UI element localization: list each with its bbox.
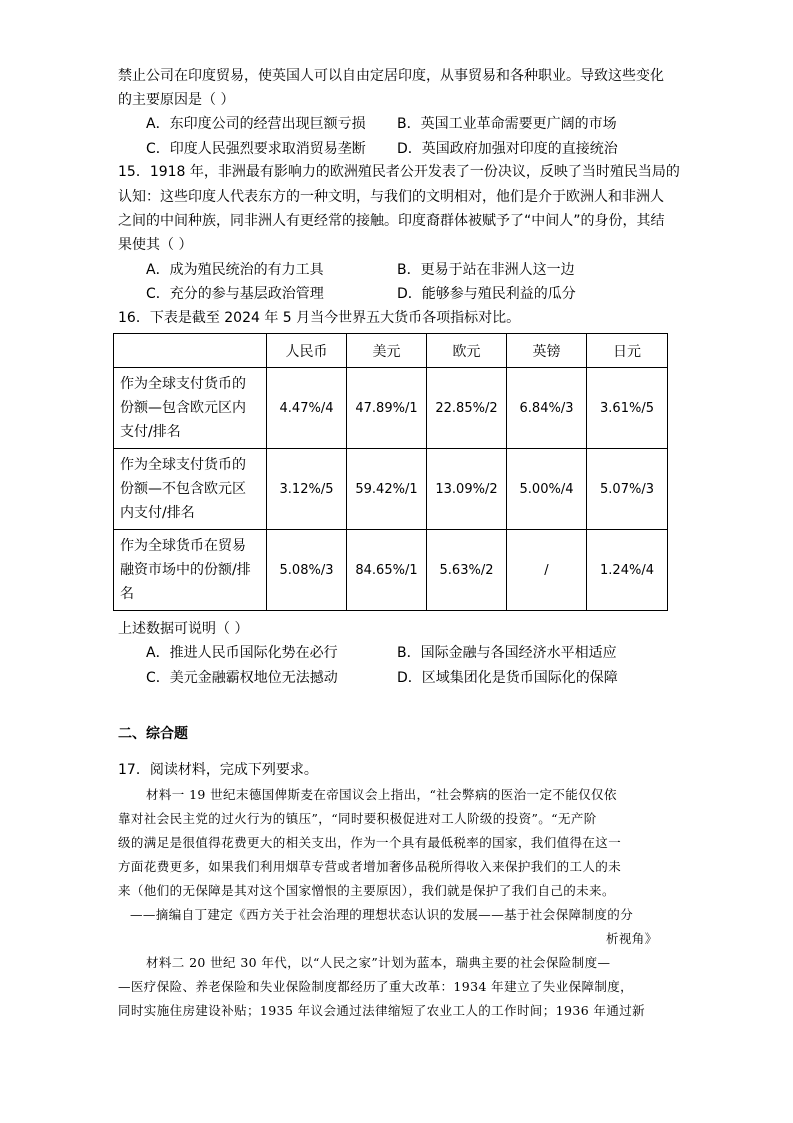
q15-stem-line-4: 果使其（ ） bbox=[118, 237, 193, 253]
row-label-line: 作为全球支付货币的 bbox=[120, 457, 246, 473]
row-label-line: 份额—不包含欧元区 bbox=[120, 481, 246, 497]
table-cell: 5.00%/4 bbox=[507, 449, 587, 530]
q15-option-c[interactable]: C．充分的参与基层政治管理 bbox=[146, 286, 324, 302]
q15-stem-line-3: 之间的中间种族，同非洲人有更经常的接触。印度裔群体被赋予了“中间人”的身份，其结 bbox=[118, 213, 665, 229]
table-header-cell: 英镑 bbox=[507, 334, 587, 368]
q17-material-1-line: 材料一 19 世纪末德国俾斯麦在帝国议会上指出，“社会弊病的医治一定不能仅仅依 bbox=[146, 787, 617, 802]
table-cell: 6.84%/3 bbox=[507, 368, 587, 449]
q15-option-b[interactable]: B．更易于站在非洲人这一边 bbox=[397, 262, 575, 278]
table-row-label bbox=[114, 368, 267, 449]
row-label-line: 支付/排名 bbox=[120, 424, 181, 440]
table-cell: 59.42%/1 bbox=[347, 449, 427, 530]
currency-comparison-table bbox=[113, 333, 668, 611]
q17-material-1-source: ——摘编自丁建定《西方关于社会治理的理想状态认识的发展——基于社会保障制度的分 bbox=[130, 907, 634, 922]
q17-material-2-line: —医疗保险、养老保险和失业保险制度都经历了重大改革：1934 年建立了失业保障制度， bbox=[118, 979, 634, 994]
table-row-label bbox=[114, 449, 267, 530]
table-cell: 4.47%/4 bbox=[267, 368, 347, 449]
table-cell: 5.63%/2 bbox=[427, 530, 507, 611]
table-header-cell: 美元 bbox=[347, 334, 427, 368]
q16-option-c[interactable]: C．美元金融霸权地位无法撼动 bbox=[146, 670, 338, 686]
row-label-line: 融资市场中的份额/排 bbox=[120, 562, 251, 578]
table-cell: / bbox=[507, 530, 587, 611]
q16-option-b[interactable]: B．国际金融与各国经济水平相适应 bbox=[397, 645, 617, 661]
q17-material-1-line: 级的满足是很值得花费更大的相关支出，作为一个具有最低税率的国家，我们值得在这一 bbox=[118, 835, 622, 850]
table-header-cell: 欧元 bbox=[427, 334, 507, 368]
q14-stem-line-2: 的主要原因是（ ） bbox=[118, 92, 235, 108]
table-header-cell bbox=[114, 334, 267, 368]
row-label-line: 内支付/排名 bbox=[120, 505, 195, 521]
q17-stem: 17．阅读材料，完成下列要求。 bbox=[118, 762, 318, 778]
q14-option-a[interactable]: A．东印度公司的经营出现巨额亏损 bbox=[146, 116, 366, 132]
q17-material-1-source-cont: 析视角》 bbox=[606, 931, 658, 946]
row-label-line: 份额—包含欧元区内 bbox=[120, 400, 246, 416]
table-header-cell: 日元 bbox=[587, 334, 668, 368]
row-label-line: 名 bbox=[120, 586, 134, 602]
table-cell: 13.09%/2 bbox=[427, 449, 507, 530]
table-row bbox=[114, 530, 668, 611]
table-row-label bbox=[114, 530, 267, 611]
table-cell: 5.07%/3 bbox=[587, 449, 668, 530]
q15-option-a[interactable]: A．成为殖民统治的有力工具 bbox=[146, 262, 324, 278]
q15-stem-line-1: 15．1918 年，非洲最有影响力的欧洲殖民者公开发表了一份决议，反映了当时殖民当局的 bbox=[118, 164, 680, 180]
q16-option-d[interactable]: D．区域集团化是货币国际化的保障 bbox=[397, 670, 618, 686]
table-cell: 3.12%/5 bbox=[267, 449, 347, 530]
q17-material-2-line: 同时实施住房建设补贴；1935 年议会通过法律缩短了农业工人的工作时间；1936 年通过新 bbox=[118, 1003, 646, 1018]
q16-stem: 16．下表是截至 2024 年 5 月当今世界五大货币各项指标对比。 bbox=[118, 310, 521, 326]
table-row bbox=[114, 449, 668, 530]
q17-material-2-line: 材料二 20 世纪 30 年代，以“人民之家”计划为蓝本，瑞典主要的社会保险制度— bbox=[146, 955, 611, 970]
table-header-row bbox=[114, 334, 668, 368]
q14-option-d[interactable]: D．英国政府加强对印度的直接统治 bbox=[397, 141, 618, 157]
q14-option-b[interactable]: B．英国工业革命需要更广阔的市场 bbox=[397, 116, 617, 132]
q17-material-1-line: 靠对社会民主党的过火行为的镇压”，“同时要积极促进对工人阶级的投资”。“无产阶 bbox=[118, 811, 597, 826]
q15-option-d[interactable]: D．能够参与殖民利益的瓜分 bbox=[397, 286, 576, 302]
q14-stem-line-1: 禁止公司在印度贸易，使英国人可以自由定居印度，从事贸易和各种职业。导致这些变化 bbox=[118, 68, 664, 84]
table-row bbox=[114, 368, 668, 449]
table-cell: 47.89%/1 bbox=[347, 368, 427, 449]
table-cell: 1.24%/4 bbox=[587, 530, 668, 611]
row-label-line: 作为全球支付货币的 bbox=[120, 376, 246, 392]
table-cell: 5.08%/3 bbox=[267, 530, 347, 611]
table-cell: 22.85%/2 bbox=[427, 368, 507, 449]
table-header-cell: 人民币 bbox=[267, 334, 347, 368]
section-heading: 二、综合题 bbox=[118, 726, 188, 742]
q15-stem-line-2: 认知：这些印度人代表东方的一种文明，与我们的文明相对，他们是介于欧洲人和非洲人 bbox=[118, 189, 664, 205]
q14-option-c[interactable]: C．印度人民强烈要求取消贸易垄断 bbox=[146, 141, 366, 157]
q16-option-a[interactable]: A．推进人民币国际化势在必行 bbox=[146, 645, 338, 661]
q17-material-1-line: 来（他们的无保障是其对这个国家憎恨的主要原因），我们就是保护了我们自己的未来。 bbox=[118, 883, 615, 898]
table-cell: 3.61%/5 bbox=[587, 368, 668, 449]
q17-material-1-line: 方面花费更多，如果我们利用烟草专营或者增加奢侈品税所得收入来保护我们的工人的未 bbox=[118, 859, 622, 874]
table-cell: 84.65%/1 bbox=[347, 530, 427, 611]
row-label-line: 作为全球货币在贸易 bbox=[120, 538, 246, 554]
q16-question: 上述数据可说明（ ） bbox=[118, 621, 249, 637]
